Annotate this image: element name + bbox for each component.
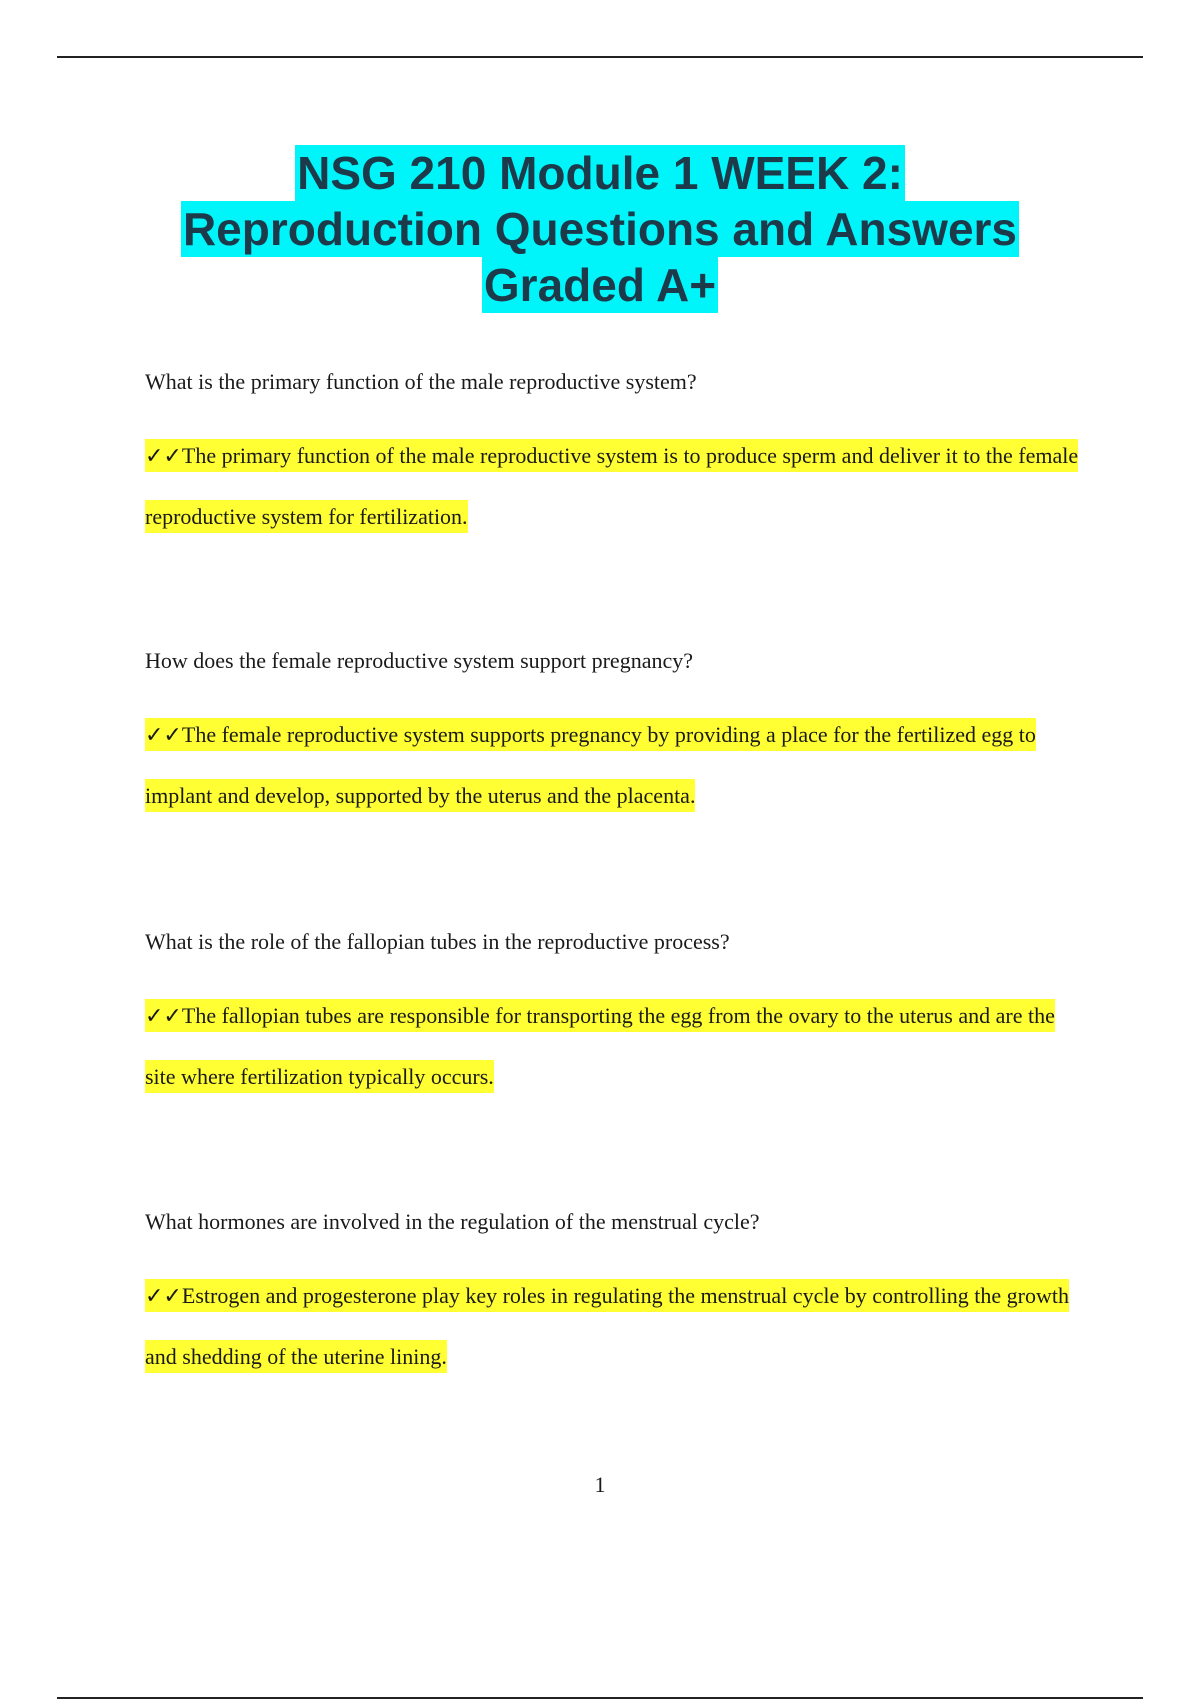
answer-text <box>145 1266 1085 1387</box>
footer-rule <box>57 1697 1143 1699</box>
answer-body: The female reproductive system supports pregnancy by providing a place for the fertilized egg to implant and develop, supported by the uterus and the placenta. <box>145 722 1036 808</box>
qa-item <box>145 928 1085 1107</box>
document-title <box>0 145 1200 313</box>
double-check-icon: ✓✓ <box>145 1004 182 1029</box>
double-check-icon: ✓✓ <box>145 444 182 469</box>
answer-body: The fallopian tubes are responsible for transporting the egg from the ovary to the uterus and are the site where fertilization typically occurs. <box>145 1003 1055 1089</box>
question-text: What hormones are involved in the regulation of the menstrual cycle? <box>145 1209 760 1234</box>
title-line: Reproduction Questions and Answers <box>182 203 1018 255</box>
question-text: What is the role of the fallopian tubes in the reproductive process? <box>145 929 730 954</box>
title-line: NSG 210 Module 1 WEEK 2: <box>297 147 903 199</box>
title-line: Graded A+ <box>483 259 717 311</box>
double-check-icon: ✓✓ <box>145 723 182 748</box>
answer-body: The primary function of the male reproductive system is to produce sperm and deliver it to the female reproductive system for fertilization. <box>145 443 1079 529</box>
double-check-icon: ✓✓ <box>145 1284 182 1309</box>
qa-item <box>145 1208 1085 1387</box>
qa-item <box>145 368 1085 547</box>
qa-item <box>145 647 1085 826</box>
page-number: 1 <box>594 1472 606 1497</box>
question-text: How does the female reproductive system support pregnancy? <box>145 648 693 673</box>
answer-text <box>145 705 1085 826</box>
answer-body: Estrogen and progesterone play key roles in regulating the menstrual cycle by controlling the growth and shedding of the uterine lining. <box>145 1283 1069 1369</box>
question-text: What is the primary function of the male reproductive system? <box>145 369 697 394</box>
header-rule <box>57 56 1143 58</box>
answer-text <box>145 986 1085 1107</box>
answer-text <box>145 426 1085 547</box>
